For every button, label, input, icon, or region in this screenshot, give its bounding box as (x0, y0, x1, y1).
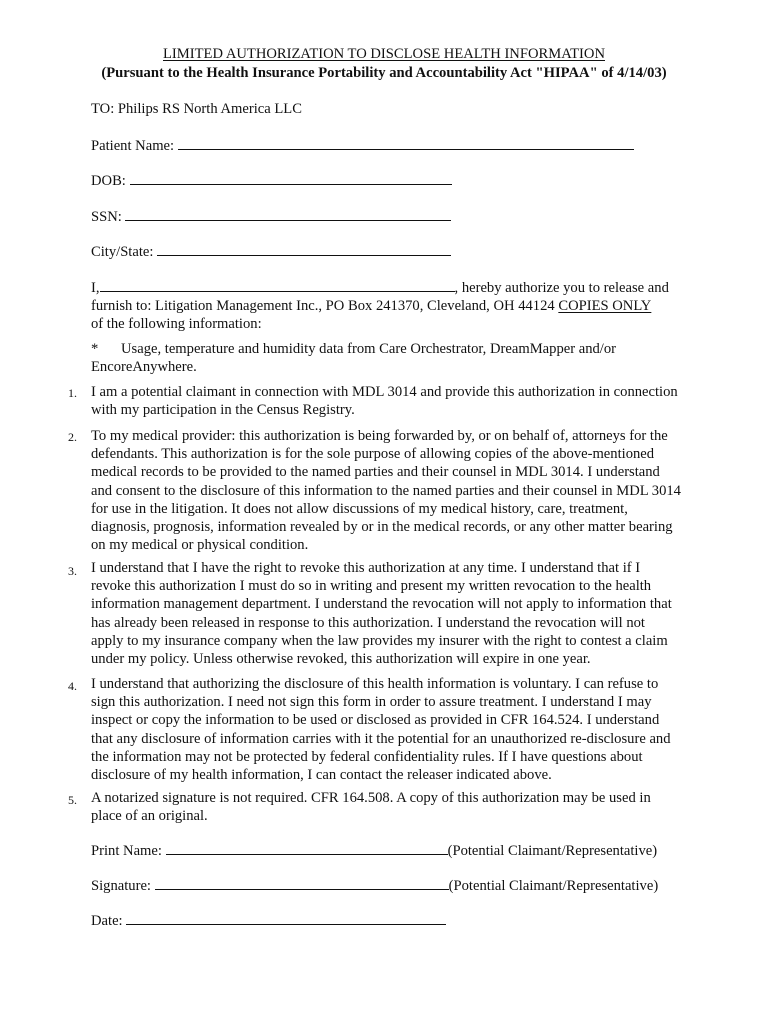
city-state-label: City/State: (91, 244, 154, 260)
date-field[interactable] (126, 911, 446, 925)
item-text: I understand that I have the right to revoke this authorization at any time. I understand that if I revoke this authorization I must do so in writing and present my written revocation to the health information management department. I understand the revocation will not apply to information that has already been released in response to this authorization. I understand the revocation will not apply to my insurance company when the law provides my insurer with the right to contest a claim under my policy. Unless otherwise revoked, this authorization will expire in one year. (91, 560, 672, 668)
item-number: 4. (68, 679, 77, 693)
item-text: I am a potential claimant in connection with MDL 3014 and provide this authorization in connection with my participation in the Census Registry. (91, 384, 678, 419)
print-name-field[interactable] (166, 841, 448, 855)
item-text: A notarized signature is not required. CFR 164.508. A copy of this authorization may be used in place of an original. (91, 790, 651, 825)
authorization-paragraph (91, 278, 681, 334)
dob-label: DOB: (91, 173, 126, 189)
ssn-field[interactable] (125, 207, 451, 221)
information-bullet (91, 340, 681, 376)
ssn-label: SSN: (91, 209, 122, 225)
item-number: 5. (68, 793, 77, 807)
item-number: 1. (68, 386, 77, 400)
ssn-row (91, 207, 451, 226)
item-number: 2. (68, 430, 77, 444)
item-number: 3. (68, 564, 77, 578)
authorize-prefix: I, (91, 280, 100, 296)
dob-row (91, 171, 452, 190)
item-text: To my medical provider: this authorization is being forwarded by, or on behalf of, attorneys for the defendants. This authorization is for the sole purpose of allowing copies of the above-mentioned medical records to be provided to the named parties and their counsel in MDL 3014. I understand and consent to the disclosure of this information to the named parties and their counsel in MDL 3014 for use in the litigation. It does not allow discussions of my medical history, care, treatment, diagnosis, prognosis, information revealed by or in the medical records, or any other matter bearing on my medical or physical condition. (91, 428, 681, 554)
signature-field[interactable] (155, 876, 449, 890)
authorizer-name-field[interactable] (100, 278, 455, 292)
patient-name-field[interactable] (178, 136, 634, 150)
print-name-row (91, 841, 657, 860)
print-name-role: (Potential Claimant/Representative) (447, 843, 658, 859)
patient-name-label: Patient Name: (91, 138, 175, 154)
dob-field[interactable] (130, 171, 452, 185)
copies-only-text: COPIES ONLY (558, 298, 652, 315)
signature-label: Signature: (91, 878, 151, 894)
item-text: I understand that authorizing the disclosure of this health information is voluntary. I can refuse to sign this authorization. I need not sign this form in order to assure treatment. I understand I may inspect or copy the information to be used or disclosed as provided in CFR 164.524. I understand that any disclosure of information carries with it the potential for an unauthorized re-disclosure and the information may not be protected by federal confidentiality rules. If I have questions about disclosure of my health information, I can contact the releaser indicated above. (91, 676, 671, 784)
document-title: LIMITED AUTHORIZATION TO DISCLOSE HEALTH INFORMATION (163, 46, 605, 62)
patient-name-row (91, 136, 634, 155)
date-label: Date: (91, 913, 123, 929)
date-row (91, 911, 446, 930)
bullet-marker: * (91, 341, 99, 357)
city-state-row (91, 242, 451, 261)
document-subtitle: (Pursuant to the Health Insurance Portability and Accountability Act "HIPAA" of 4/14/03) (101, 65, 667, 81)
authorize-text: , hereby authorize you to release and (454, 280, 669, 296)
following-information-text: of the following information: (91, 316, 262, 333)
furnish-to-text: furnish to: Litigation Management Inc., PO Box 241370, Cleveland, OH 44124 (91, 298, 559, 315)
to-line: TO: Philips RS North America LLC (91, 101, 302, 117)
bullet-text: Usage, temperature and humidity data from Care Orchestrator, DreamMapper and/or EncoreAnywhere. (91, 341, 617, 376)
print-name-label: Print Name: (91, 843, 162, 859)
signature-row (91, 876, 658, 895)
signature-role: (Potential Claimant/Representative) (448, 878, 659, 894)
city-state-field[interactable] (157, 242, 451, 256)
